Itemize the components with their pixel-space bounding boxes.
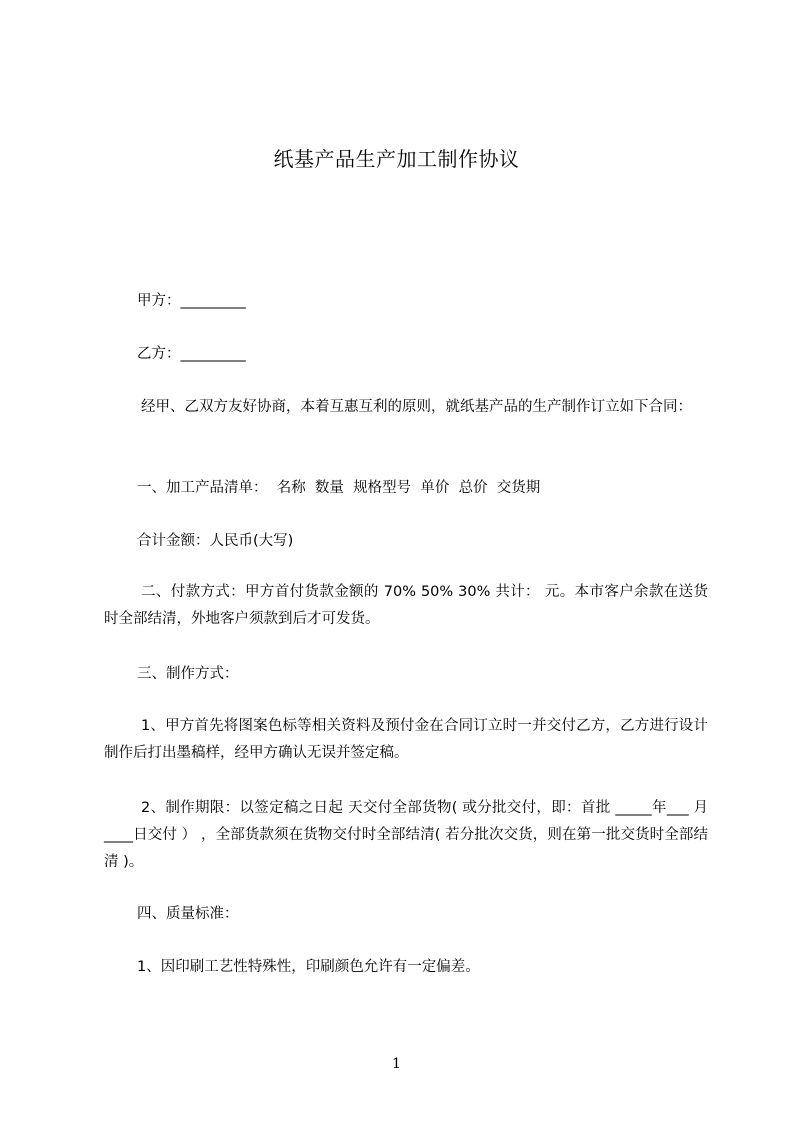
- page-number: 1: [392, 1056, 401, 1072]
- document-title: 纸基产品生产加工制作协议: [273, 147, 520, 171]
- party-b-line: 乙方：_________: [137, 346, 246, 362]
- section-4-item-1: 1、因印刷工艺性特殊性，印刷颜色允许有一定偏差。: [137, 959, 480, 975]
- total-amount-line: 合计金额：人民币(大写): [137, 533, 294, 549]
- section-3-item-2: 2、制作期限：以签定稿之日起 天交付全部货物( 或分批交付，即：首批 _____年___ 月____日交付 ） ，全部货款须在货物交付时全部结清( 若分批次交货，则在第一批交货时全部结清 )。: [104, 800, 708, 870]
- party-a-line: 甲方：_________: [137, 293, 246, 309]
- section-1-product-list: 一、加工产品清单： 名称 数量 规格型号 单价 总价 交货期: [137, 480, 541, 496]
- section-4-heading: 四、质量标准：: [137, 906, 239, 922]
- section-3-heading: 三、制作方式：: [137, 666, 239, 682]
- preamble-paragraph: 经甲、乙双方友好协商，本着互惠互利的原则，就纸基产品的生产制作订立如下合同：: [141, 399, 692, 415]
- section-2-payment: 二、付款方式：甲方首付货款金额的 70% 50% 30% 共计： 元。本市客户余款在送货时全部结清，外地客户须款到后才可发货。: [104, 584, 708, 627]
- section-3-item-1: 1、甲方首先将图案色标等相关资料及预付金在合同订立时一并交付乙方，乙方进行设计制作后打出墨稿样，经甲方确认无误并签定稿。: [104, 718, 708, 761]
